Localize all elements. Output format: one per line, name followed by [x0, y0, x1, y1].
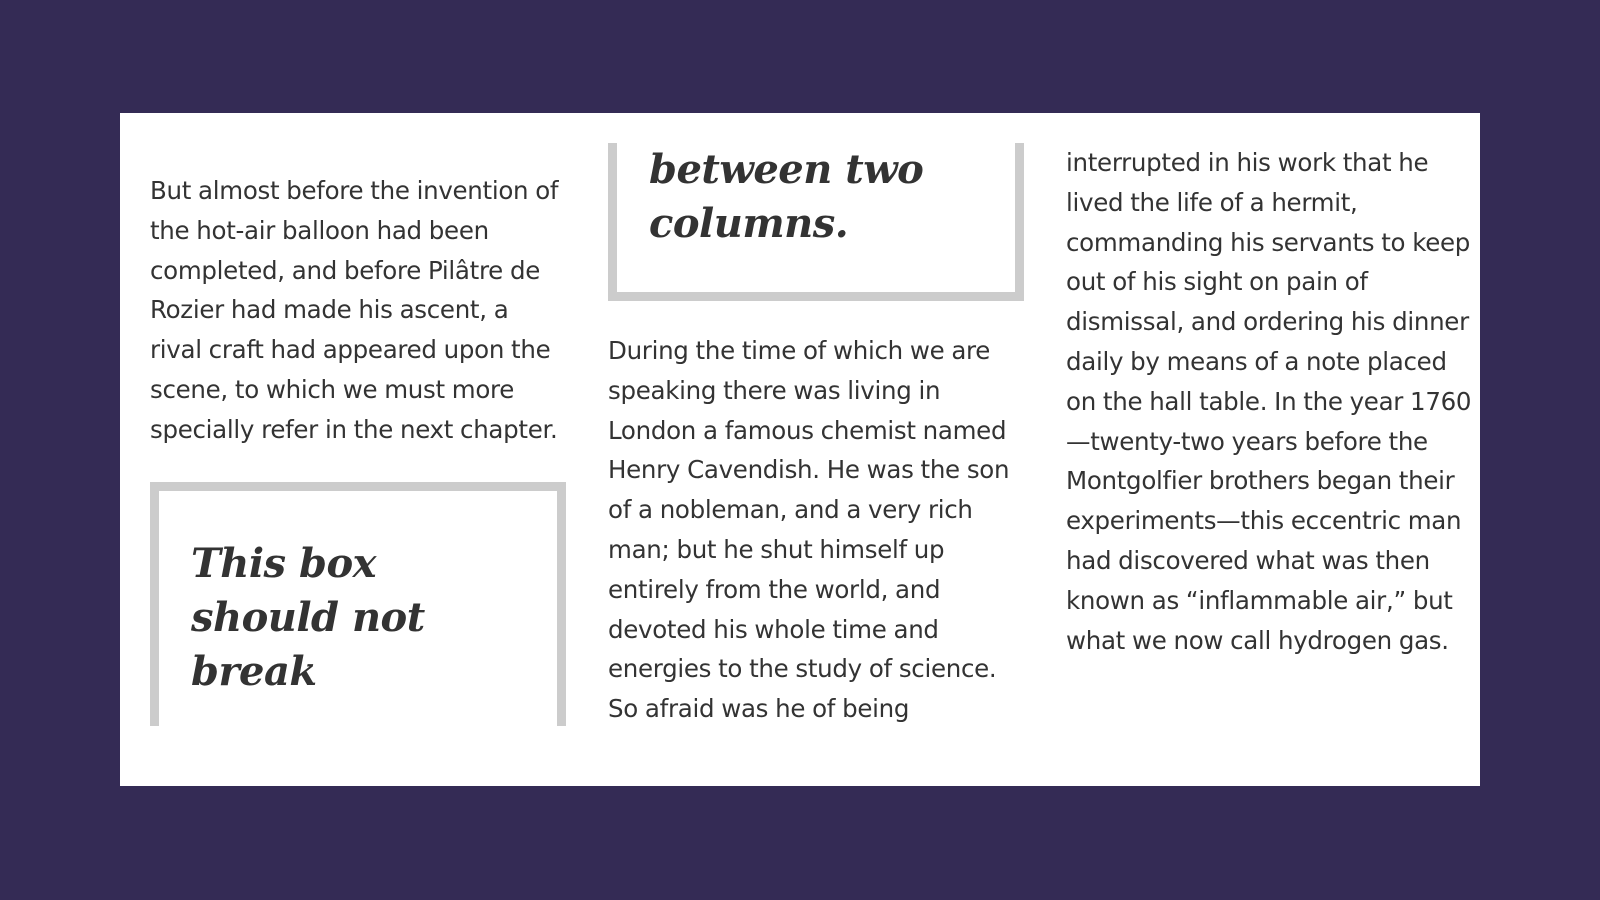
column-3 — [1066, 143, 1480, 726]
column-1 — [150, 143, 566, 726]
column-2 — [608, 143, 1024, 726]
callout-box-start — [150, 482, 566, 726]
callout-box-title-start: This box should not break — [191, 539, 425, 695]
column-3-paragraph: interrupted in his work that he lived the life of a hermit, commanding his servants to keep out of his sight on pain of dismissal, and ordering his dinner daily by means of a note placed on the hall table. In the year 1760—twenty-two years before the Montgolfier brothers began their experiments—this eccentric man had discovered what was then known as “inflammable air,” but what we now call hydrogen gas. — [1066, 148, 1472, 655]
page-container — [120, 113, 1480, 786]
callout-box-title-end: between two columns. — [649, 146, 924, 247]
column-1-paragraph: But almost before the invention of the hot-air balloon had been completed, and before Pilâtre de Rozier had made his ascent, a rival craft had appeared upon the scene, to which we must more specially refer in the next chapter. — [150, 176, 559, 444]
callout-box-end — [608, 143, 1024, 301]
column-2-paragraph: During the time of which we are speaking there was living in London a famous chemist named Henry Cavendish. He was the son of a nobleman, and a very rich man; but he shut himself up entirely from the world, and devoted his whole time and energies to the study of science. So afraid was he of being — [608, 336, 1010, 724]
